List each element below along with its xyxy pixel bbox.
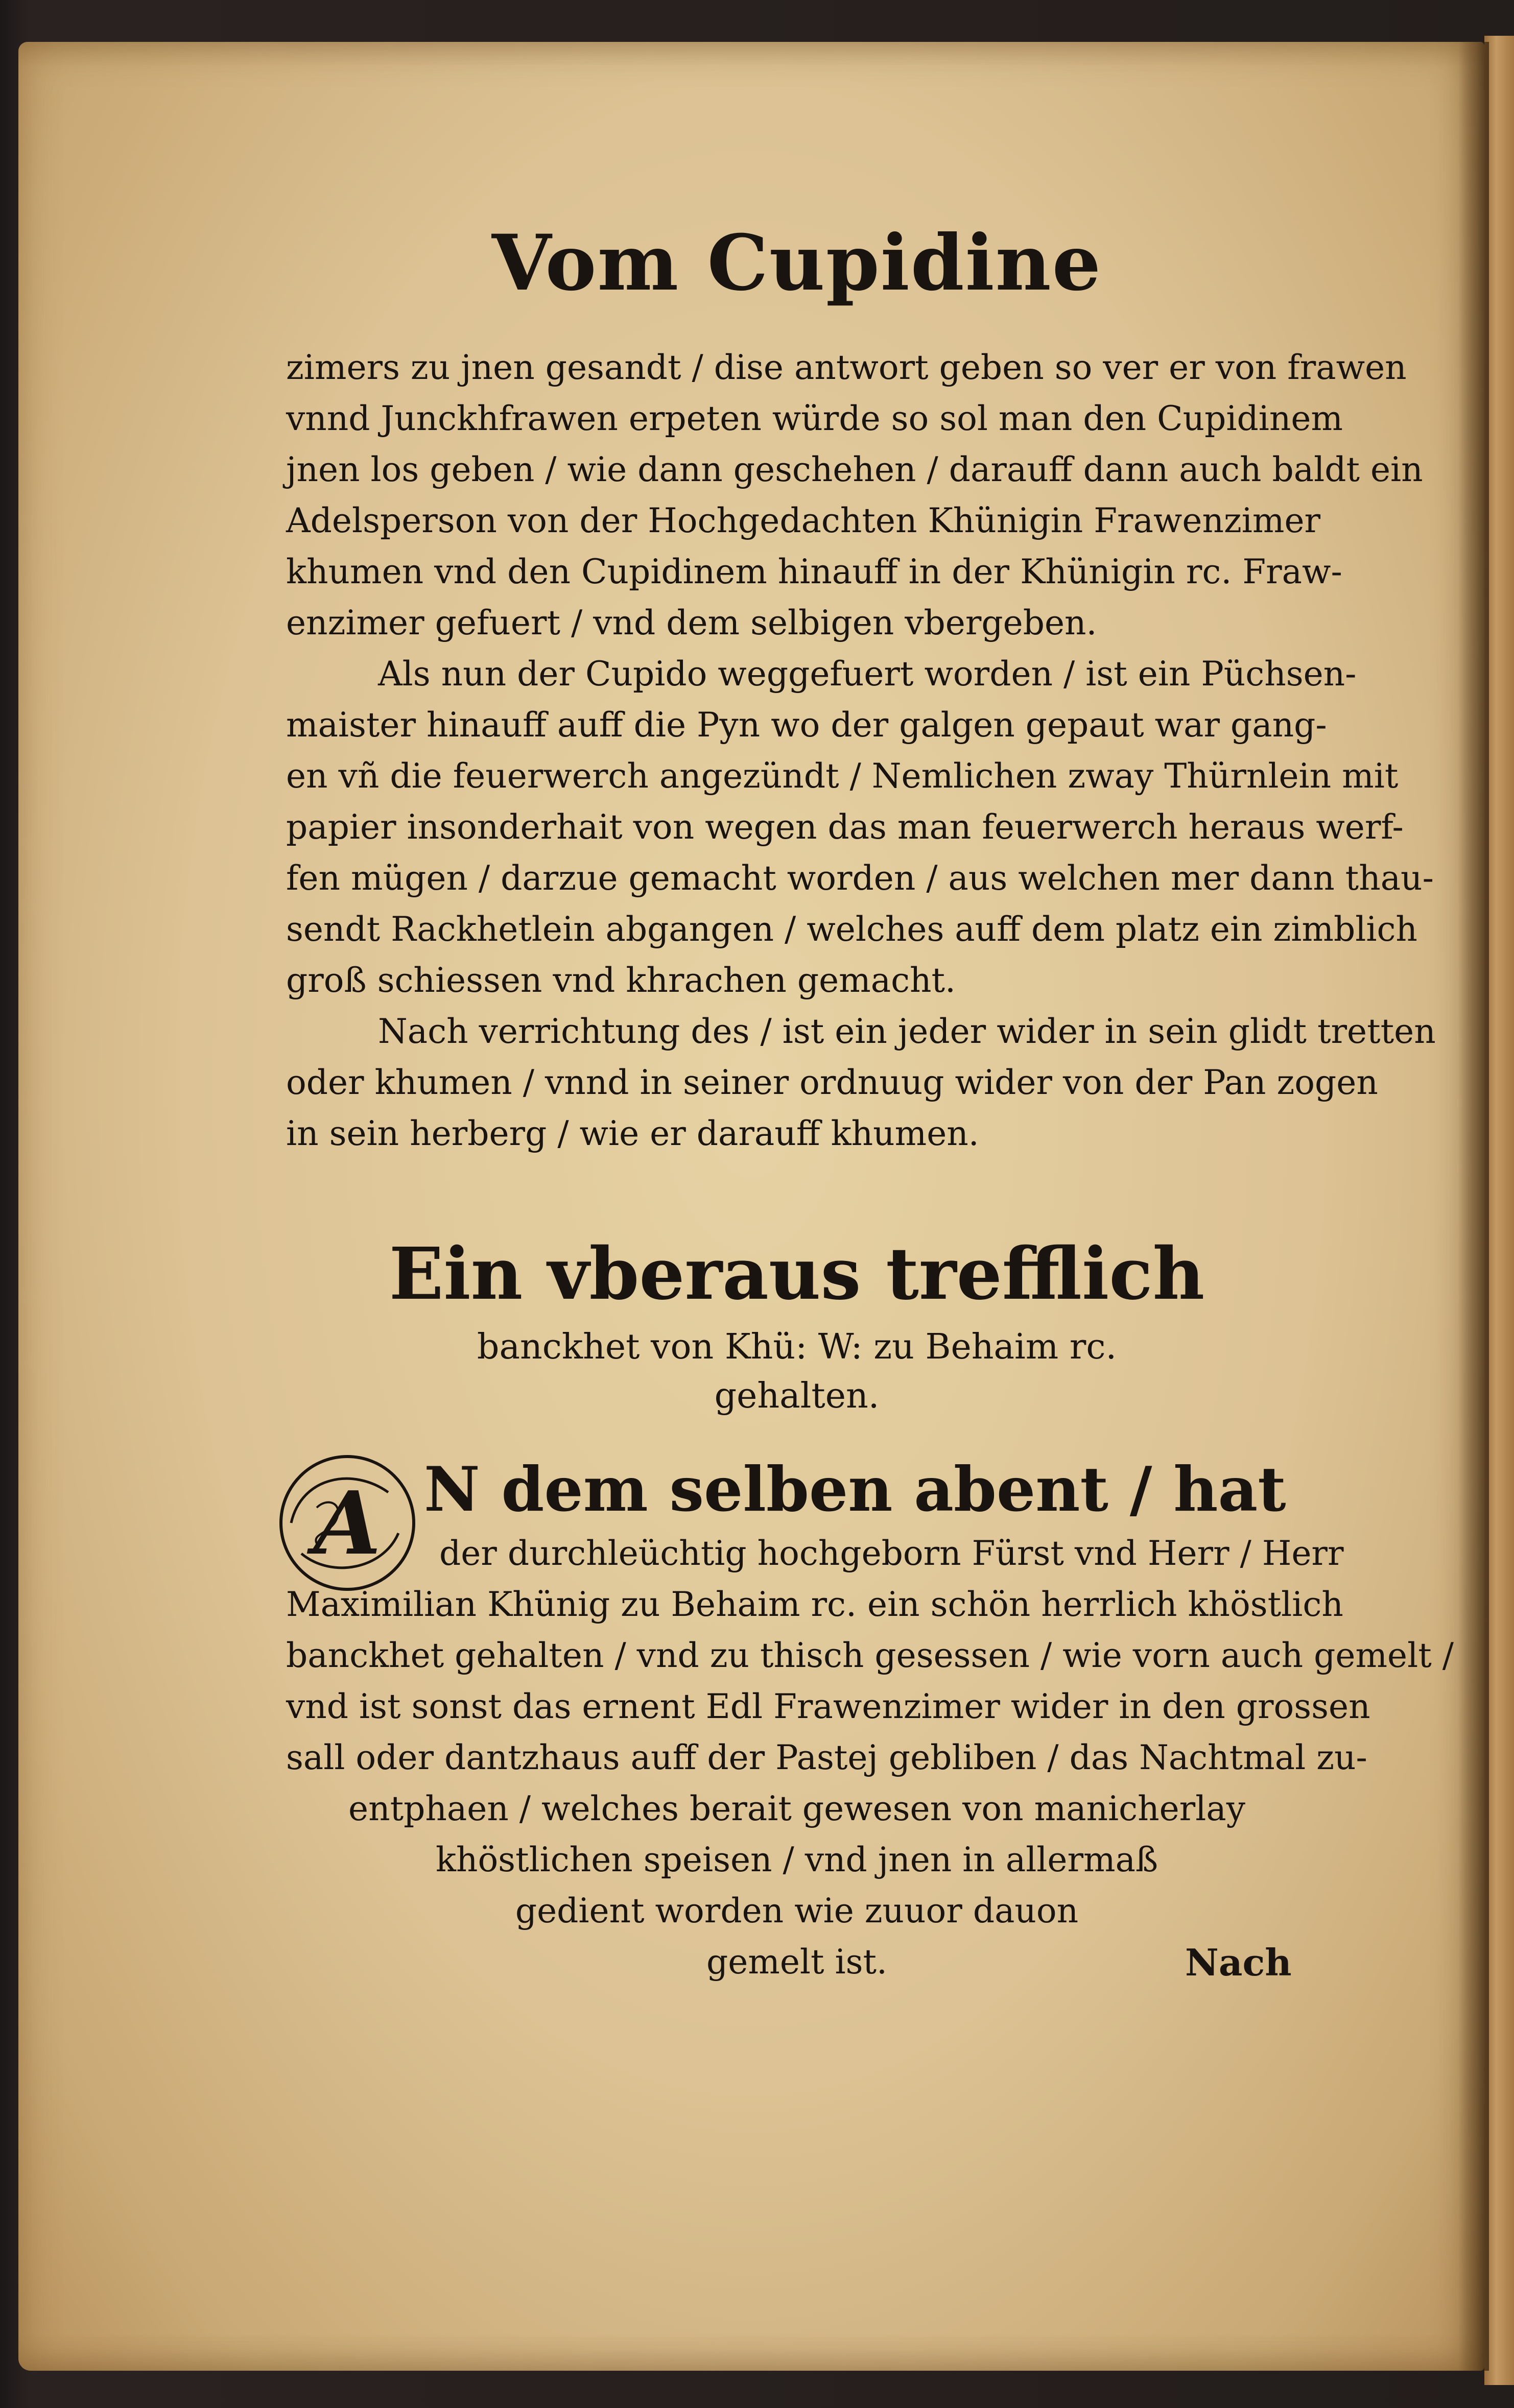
page-gutter-shadow [1458,42,1489,2371]
paragraph-1 [286,342,1423,649]
text-line: maister hinauff auff die Pyn wo der galgen gepaut war gang- [286,705,1327,745]
text-line: sall oder dantzhaus auff der Pastej gebliben / das Nachtmal zu- [286,1738,1367,1777]
text-line: Als nun der Cupido weggefuert worden / ist ein Püchsen- [378,654,1357,694]
running-title: Vom Cupidine [491,218,1102,308]
section-subtitle [286,1323,1308,1421]
subtitle-line: gehalten. [714,1376,880,1416]
text-line: en vñ die feuerwerch angezündt / Nemlichen zway Thürnlein mit [286,756,1399,796]
section-tapered-ending [286,1783,1308,1988]
section-heading: Ein vberaus trefflich [389,1232,1205,1316]
page-text [286,153,1454,1988]
text-line: Adelsperson von der Hochgedachten Khünigin Frawenzimer [286,501,1321,540]
text-line: in sein herberg / wie er darauff khumen. [286,1114,979,1153]
section-paragraph [286,1579,1454,1783]
paragraph-3 [286,1006,1436,1159]
text-line: papier insonderhait von wegen das man feuerwerch heraus werf- [286,807,1404,847]
text-line: zimers zu jnen gesandt / dise antwort geben so ver er von frawen [286,348,1407,387]
flourish-initial-icon [271,1446,424,1600]
subtitle-line: banckhet von Khü: W: zu Behaim rc. [477,1327,1117,1367]
text-line: Nach verrichtung des / ist ein jeder wider in sein glidt tretten [378,1012,1436,1051]
text-line: enzimer gefuert / vnd dem selbigen vbergeben. [286,603,1097,642]
text-line: khumen vnd den Cupidinem hinauff in der Khünigin rc. Fraw- [286,552,1342,591]
text-line: jnen los geben / wie dann geschehen / darauff dann auch baldt ein [286,450,1423,489]
text-line: entphaen / welches berait gewesen von manicherlay [348,1789,1245,1828]
text-line: khöstlichen speisen / vnd jnen in allermaß [435,1840,1158,1879]
text-line: vnd ist sonst das ernent Edl Frawenzimer wider in den grossen [286,1687,1370,1726]
decorated-initial [271,1446,424,1600]
text-line: der durchleüchtig hochgeborn Fürst vnd Herr / Herr [439,1534,1344,1573]
section-opening-line [439,1528,1344,1579]
initial-letter: A [314,1472,381,1575]
text-line: gemelt ist. [706,1942,888,1982]
text-line: fen mügen / darzue gemacht worden / aus welchen mer dann thau- [286,859,1434,898]
section-body [286,1451,1454,1988]
text-line: Maximilian Khünig zu Behaim rc. ein schön herrlich khöstlich [286,1585,1343,1624]
text-line: sendt Rackhetlein abgangen / welches auff dem platz ein zimblich [286,910,1417,949]
catchword: Nach [1185,1941,1292,1984]
section-first-line: N dem selben abent / hat [424,1453,1286,1525]
paragraph-2 [286,649,1434,1006]
text-line: banckhet gehalten / vnd zu thisch gesessen / wie vorn auch gemelt / [286,1636,1454,1675]
text-line: oder khumen / vnnd in seiner ordnuug wider von der Pan zogen [286,1063,1378,1102]
text-line: vnnd Junckhfrawen erpeten würde so sol man den Cupidinem [286,399,1343,438]
text-line: groß schiessen vnd khrachen gemacht. [286,961,956,1000]
text-line: gedient worden wie zuuor dauon [515,1891,1079,1930]
